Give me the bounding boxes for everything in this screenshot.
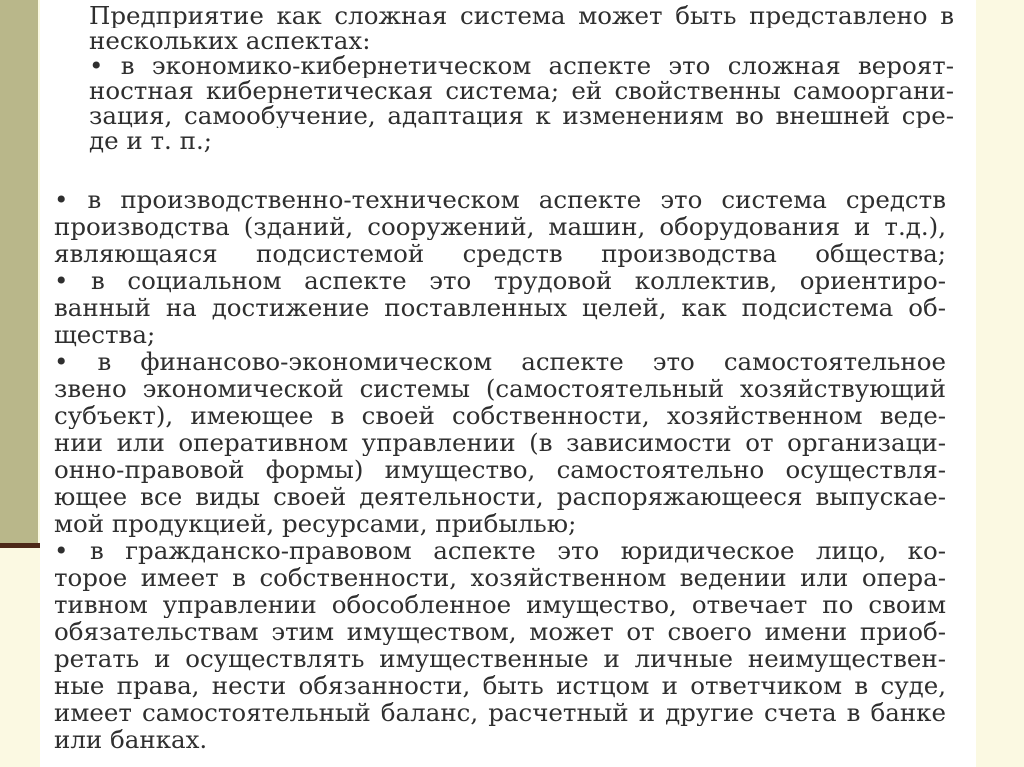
text-line: ные права, нести обязанности, быть истцом и ответчиком в суде, — [54, 672, 946, 699]
text-line: субъект), имеющее в своей собственности, хозяйственном веде- — [54, 402, 946, 429]
text-line: ющее все виды своей деятельности, распоряжающееся выпускае- — [54, 483, 946, 510]
text-line: • в гражданско-правовом аспекте это юридическое лицо, ко- — [54, 537, 946, 564]
text-block-bottom — [40, 180, 976, 767]
text-line: торое имеет в собственности, хозяйственном ведении или опера- — [54, 564, 946, 591]
text-line: имеет самостоятельный баланс, расчетный и другие счета в банке — [54, 699, 946, 726]
text-line: щества; — [54, 321, 156, 348]
text-line: тивном управлении обособленное имущество, отвечает по своим — [54, 591, 946, 618]
text-line: Предприятие как сложная система может быть представлено в — [89, 3, 954, 28]
text-block-top — [40, 0, 976, 180]
right-background-strip — [984, 0, 1024, 767]
text-line: ностная кибернетическая система; ей свойственны самооргани- — [89, 78, 954, 103]
text-line: нескольких аспектах: — [89, 28, 371, 53]
text-line: звено экономической системы (самостоятельный хозяйствующий — [54, 375, 946, 402]
text-line: • в экономико-кибернетическом аспекте это сложная вероят- — [89, 53, 954, 78]
text-line: • в производственно-техническом аспекте это система средств — [54, 186, 946, 213]
text-line: ванный на достижение поставленных целей, как подсистема об- — [54, 294, 946, 321]
text-line: де и т. п.; — [89, 128, 212, 153]
side-accent-bar — [0, 0, 38, 548]
text-line: ретать и осуществлять имущественные и личные неимуществен- — [54, 645, 946, 672]
text-line: мой продукцией, ресурсами, прибылью; — [54, 510, 577, 537]
text-line: зация, самообучение, адаптация к изменениям во внешней сре- — [89, 103, 954, 128]
text-line: являющаяся подсистемой средств производства общества; — [54, 240, 946, 267]
text-line: нии или оперативном управлении (в зависимости от организаци- — [54, 429, 946, 456]
text-line: обязательствам этим имуществом, может от своего имени приоб- — [54, 618, 946, 645]
text-line: • в финансово-экономическом аспекте это самостоятельное — [54, 348, 946, 375]
side-accent-line — [0, 543, 40, 548]
text-line: онно-правовой формы) имущество, самостоятельно осуществля- — [54, 456, 946, 483]
text-line: или банках. — [54, 726, 208, 753]
text-line: производства (зданий, сооружений, машин, оборудования и т.д.), — [54, 213, 946, 240]
text-line: • в социальном аспекте это трудовой коллектив, ориентиро- — [54, 267, 946, 294]
